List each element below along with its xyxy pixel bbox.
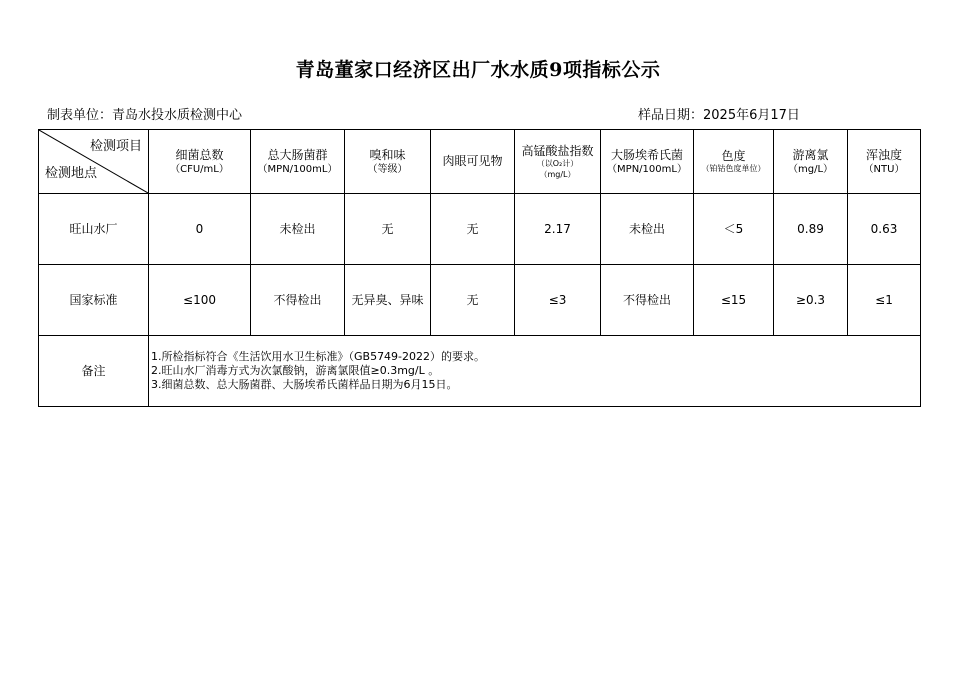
col-header-visible-matter [431, 130, 515, 194]
table-cell: ≤15 [694, 265, 774, 336]
col-header-ecoli [601, 130, 694, 194]
col-name: 总大肠菌群 [267, 147, 328, 162]
table-cell: 无 [345, 194, 431, 265]
col-name: 大肠埃希氏菌 [610, 147, 683, 162]
issuing-unit: 制表单位：青岛水投水质检测中心 [47, 108, 243, 123]
col-name: 色度 [721, 149, 746, 163]
col-unit: （NTU） [863, 163, 905, 175]
col-name: 浑浊度 [865, 147, 902, 162]
col-unit: （mg/L） [787, 163, 834, 175]
col-name: 高锰酸盐指数 [521, 143, 594, 158]
col-unit: （CFU/mL） [170, 163, 229, 175]
table-cell: 无 [431, 265, 515, 336]
corner-label-sites: 检测地点 [45, 166, 98, 182]
table-cell: 不得检出 [601, 265, 694, 336]
table-cell: ≤100 [149, 265, 251, 336]
col-header-permanganate [515, 130, 601, 194]
table-cell: 2.17 [515, 194, 601, 265]
table-cell: 无 [431, 194, 515, 265]
row-label: 国家标准 [39, 265, 149, 336]
table-cell: 未检出 [251, 194, 345, 265]
notes-label: 备注 [39, 336, 149, 407]
table-cell: 未检出 [601, 194, 694, 265]
row-label: 旺山水厂 [39, 194, 149, 265]
table-cell: ≤1 [848, 265, 921, 336]
notes-row [39, 336, 921, 407]
col-header-turbidity [848, 130, 921, 194]
col-unit: （铂钴色度单位） [701, 164, 766, 174]
col-header-free-chlorine [774, 130, 848, 194]
table-row [39, 194, 921, 265]
sample-date: 样品日期：2025年6月17日 [638, 108, 800, 123]
col-subnote: （以O₂计） [536, 158, 579, 168]
col-name: 游离氯 [792, 147, 829, 162]
corner-label-items: 检测项目 [89, 139, 142, 154]
notes-content [149, 336, 921, 407]
table-cell: ≤3 [515, 265, 601, 336]
table-cell: 0.89 [774, 194, 848, 265]
note-line: 2.旺山水厂消毒方式为次氯酸钠，游离氯限值≥0.3mg/L 。 [151, 363, 440, 377]
col-name: 嗅和味 [369, 147, 406, 162]
table-cell: 不得检出 [251, 265, 345, 336]
water-quality-table [38, 129, 921, 407]
col-unit: （等级） [367, 163, 408, 175]
col-header-bacteria [149, 130, 251, 194]
table-cell: 0.63 [848, 194, 921, 265]
table-cell: ＜5 [694, 194, 774, 265]
col-name: 肉眼可见物 [442, 154, 503, 169]
note-line: 1.所检指标符合《生活饮用水卫生标准》（GB5749-2022）的要求。 [151, 349, 486, 363]
col-header-color [694, 130, 774, 194]
col-header-coliform [251, 130, 345, 194]
col-unit: （MPN/100mL） [257, 163, 338, 175]
col-name: 细菌总数 [175, 147, 224, 162]
col-header-odor [345, 130, 431, 194]
table-cell: 0 [149, 194, 251, 265]
table-cell: 无异臭、异味 [345, 265, 431, 336]
col-unit: （mg/L） [539, 169, 576, 179]
header-row [39, 130, 921, 194]
note-line: 3.细菌总数、总大肠菌群、大肠埃希氏菌样品日期为6月15日。 [151, 378, 458, 392]
table-cell: ≥0.3 [774, 265, 848, 336]
table-row [39, 265, 921, 336]
col-unit: （MPN/100mL） [607, 163, 687, 175]
corner-header-cell [39, 130, 149, 194]
page-title: 青岛董家口经济区出厂水水质9项指标公示 [295, 59, 661, 81]
